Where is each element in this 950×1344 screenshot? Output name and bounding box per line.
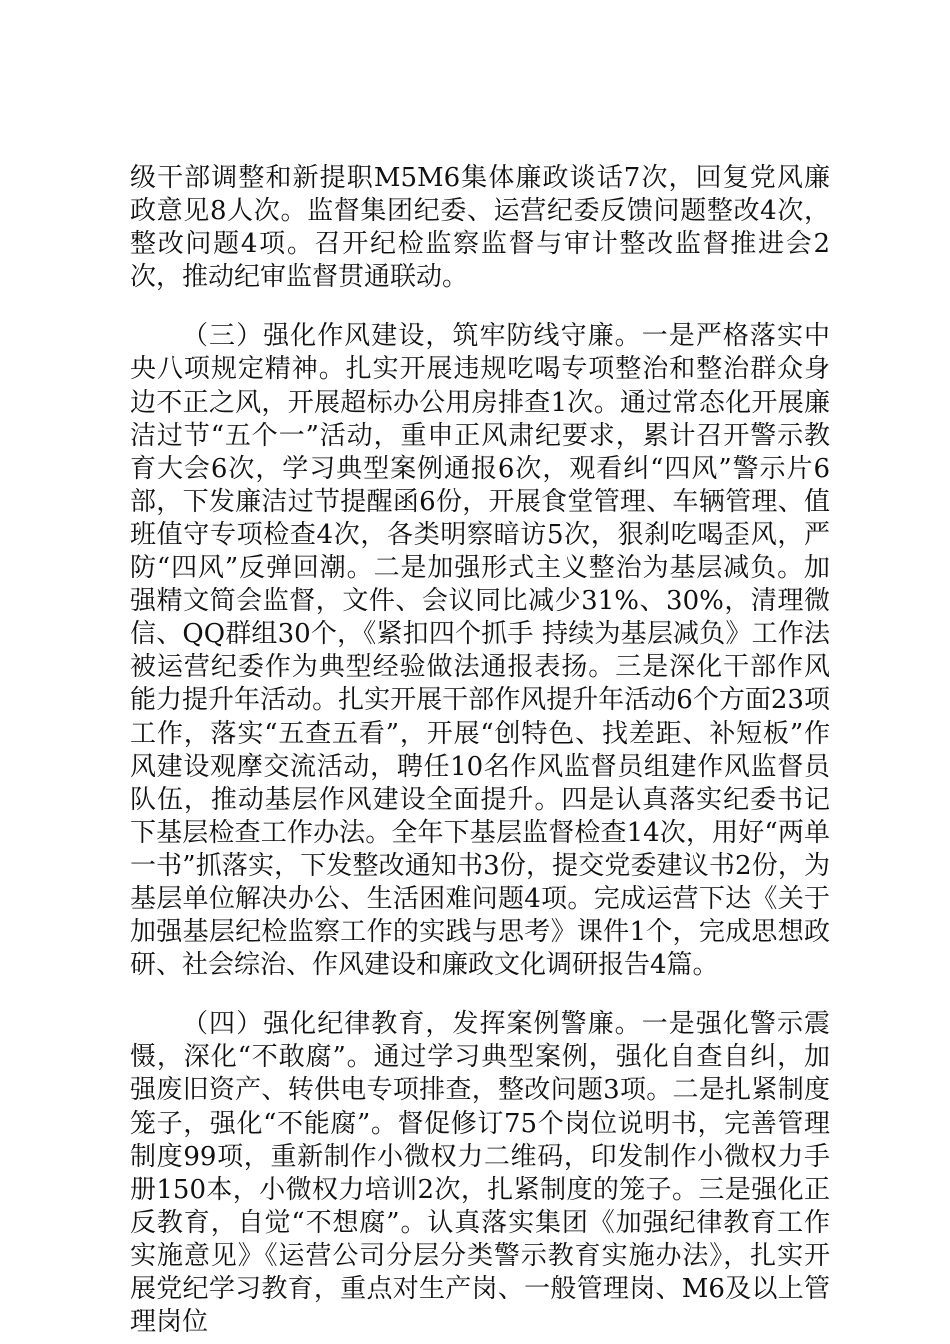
paragraph-continuation: 级干部调整和新提职M5M6集体廉政谈话7次，回复党风廉政意见8人次。监督集团纪委、运营纪委反馈问题整改4次，整改问题4项。召开纪检监察监督与审计整改监督推进会2次，推动纪审监督贯通联动。: [130, 163, 830, 293]
paragraph-section-3: （三）强化作风建设，筑牢防线守廉。一是严格落实中央八项规定精神。扎实开展违规吃喝专项整治和整治群众身边不正之风，开展超标办公用房排查1次。通过常态化开展廉洁过节“五个一”活动，重申正风肃纪要求，累计召开警示教育大会6次，学习典型案例通报6次，观看纠“四风”警示片6部，下发廉洁过节提醒函6份，开展食堂管理、车辆管理、值班值守专项检查4次，各类明察暗访5次，狠刹吃喝歪风，严防“四风”反弹回潮。二是加强形式主义整治为基层减负。加强精文简会监督，文件、会议同比减少31%、30%，清理微信、QQ群组30个，《紧扣四个抓手 持续为基层减负》工作法被运营纪委作为典型经验做法通报表扬。三是深化干部作风能力提升年活动。扎实开展干部作风提升年活动6个方面23项工作，落实“五查五看”，开展“创特色、找差距、补短板”作风建设观摩交流活动，聘任10名作风监督员组建作风监督员队伍，推动基层作风建设全面提升。四是认真落实纪委书记下基层检查工作办法。全年下基层监督检查14次，用好“两单一书”抓落实，下发整改通知书3份，提交党委建议书2份，为基层单位解决办公、生活困难问题4项。完成运营下达《关于加强基层纪检监察工作的实践与思考》课件1个，完成思想政研、社会综治、作风建设和廉政文化调研报告4篇。: [130, 321, 830, 981]
paragraph-spacer: [130, 982, 830, 1008]
paragraph-section-4: （四）强化纪律教育，发挥案例警廉。一是强化警示震慑，深化“不敢腐”。通过学习典型案例，强化自查自纠，加强废旧资产、转供电专项排查，整改问题3项。二是扎紧制度笼子，强化“不能腐”。督促修订75个岗位说明书，完善管理制度99项，重新制作小微权力二维码，印发制作小微权力手册150本，小微权力培训2次，扎紧制度的笼子。三是强化正反教育，自觉“不想腐”。认真落实集团《加强纪律教育工作实施意见》《运营公司分层分类警示教育实施办法》，扎实开展党纪学习教育，重点对生产岗、一般管理岗、M6及以上管理岗位: [130, 1009, 830, 1338]
document-page: [130, 162, 830, 1339]
paragraph-spacer: [130, 294, 830, 320]
